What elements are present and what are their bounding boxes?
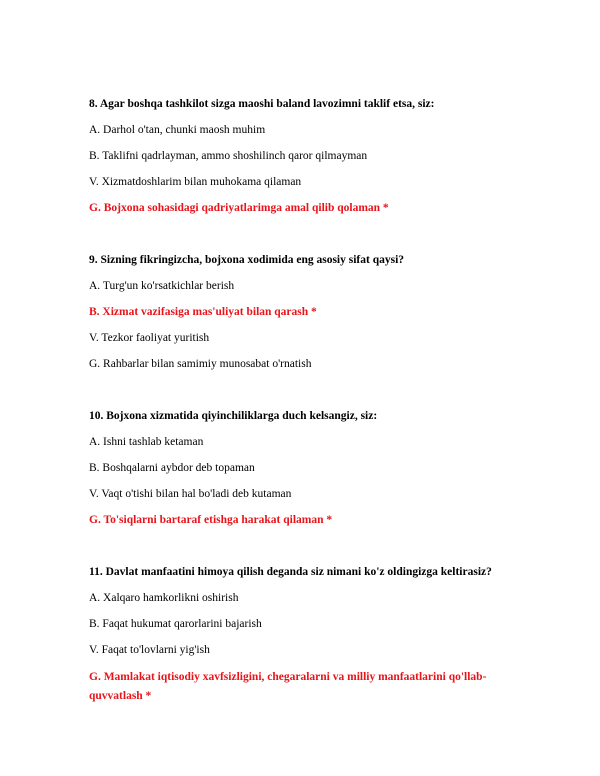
answer-option-v: V. Xizmatdoshlarim bilan muhokama qilaman (89, 176, 302, 188)
question-title: 10. Bojxona xizmatida qiyinchiliklarga duch kelsangiz, siz: (89, 410, 378, 422)
answer-option-a: A. Darhol o'tan, chunki maosh muhim (89, 124, 266, 136)
answer-option-b: B. Boshqalarni aybdor deb topaman (89, 462, 255, 474)
answer-option-v: V. Faqat to'lovlarni yig'ish (89, 644, 210, 656)
question-9 (89, 252, 529, 370)
answer-option-v: V. Vaqt o'tishi bilan hal bo'ladi deb kutaman (89, 488, 292, 500)
question-title: 9. Sizning fikringizcha, bojxona xodimida eng asosiy sifat qaysi? (89, 254, 405, 266)
answer-option-g: G. Rahbarlar bilan samimiy munosabat o'rnatish (89, 358, 312, 370)
answer-option-b: B. Taklifni qadrlayman, ammo shoshilinch qaror qilmayman (89, 150, 368, 162)
question-8 (89, 96, 529, 214)
answer-option-g-correct: G. To'siqlarni bartaraf etishga harakat qilaman * (89, 514, 333, 526)
answer-option-a: A. Turg'un ko'rsatkichlar berish (89, 280, 235, 292)
question-11 (89, 564, 529, 702)
answer-option-a: A. Ishni tashlab ketaman (89, 436, 204, 448)
answer-option-g-correct: G. Bojxona sohasidagi qadriyatlarimga amal qilib qolaman * (89, 202, 389, 214)
answer-option-b-correct: B. Xizmat vazifasiga mas'uliyat bilan qarash * (89, 306, 317, 318)
answer-option-a: A. Xalqaro hamkorlikni oshirish (89, 592, 239, 604)
question-title: 8. Agar boshqa tashkilot sizga maoshi baland lavozimni taklif etsa, siz: (89, 98, 435, 110)
question-10 (89, 408, 529, 526)
answer-option-v: V. Tezkor faoliyat yuritish (89, 332, 210, 344)
answer-option-g-correct: G. Mamlakat iqtisodiy xavfsizligini, chegaralarni va milliy manfaatlarini qo'llab-quvvatlash * (89, 671, 487, 702)
question-title: 11. Davlat manfaatini himoya qilish deganda siz nimani ko'z oldingizga keltirasiz? (89, 566, 492, 578)
answer-option-b: B. Faqat hukumat qarorlarini bajarish (89, 618, 262, 630)
